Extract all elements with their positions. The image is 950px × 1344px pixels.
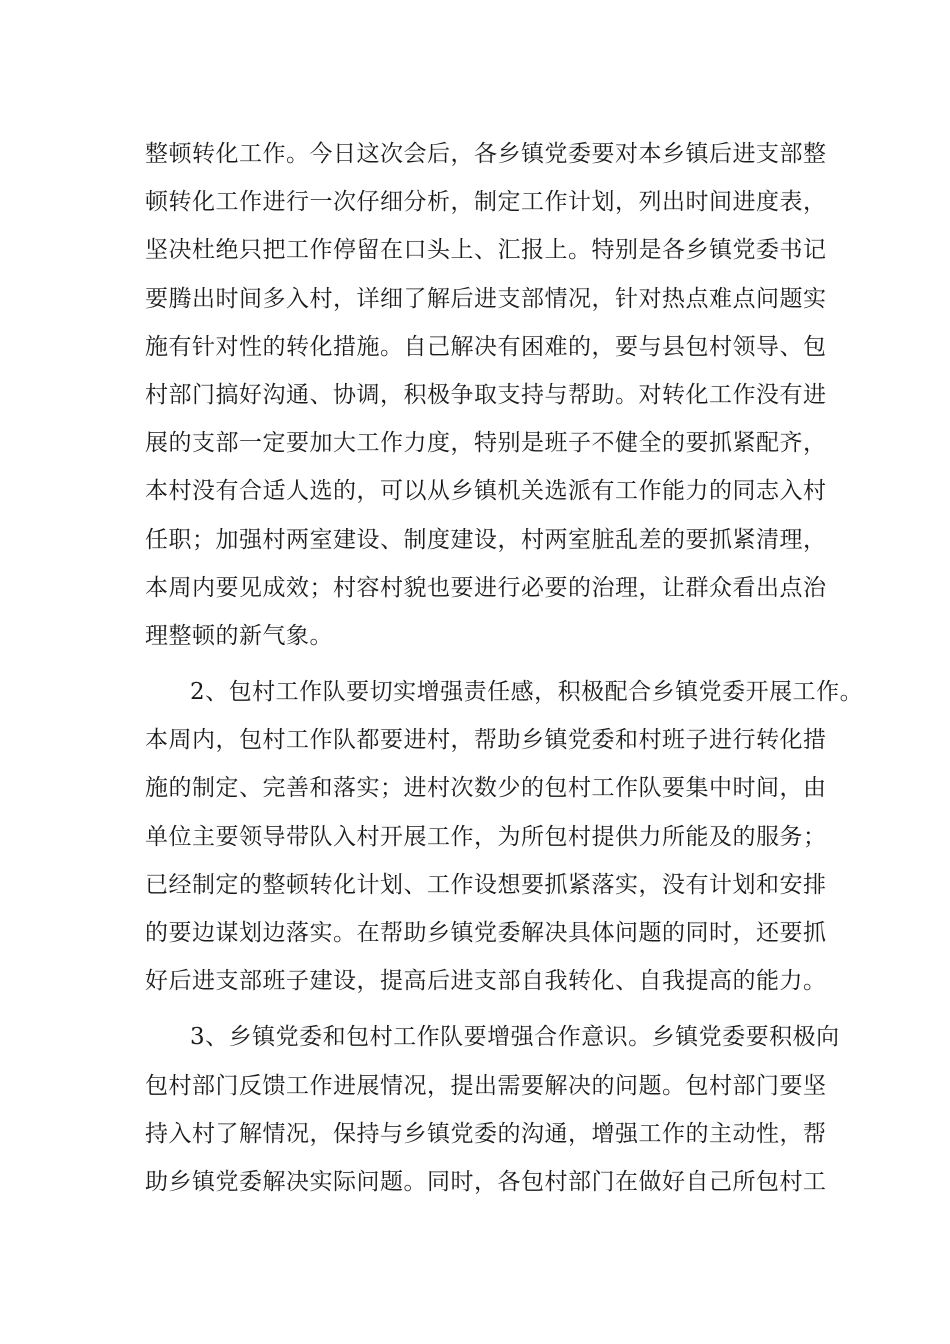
paragraph-spacer [145, 660, 813, 668]
document-body [145, 130, 864, 1206]
text-line: 本周内要见成效；村容村貌也要进行必要的治理，让群众看出点治 [145, 574, 827, 601]
text-line: 理整顿的新气象。 [145, 622, 333, 649]
text-line: 展的支部一定要加大工作力度，特别是班子不健全的要抓紧配齐， [145, 430, 827, 457]
text-line: 顿转化工作进行一次仔细分析，制定工作计划，列出时间进度表， [145, 189, 827, 216]
text-line: 持入村了解情况，保持与乡镇党委的沟通，增强工作的主动性，帮 [145, 1120, 827, 1147]
text-line: 任职；加强村两室建设、制度建设，村两室脏乱差的要抓紧清理， [145, 526, 827, 553]
text-line: 助乡镇党委解决实际问题。同时，各包村部门在做好自己所包村工 [145, 1168, 827, 1195]
paragraph-1 [145, 130, 827, 660]
paragraph-2 [145, 668, 864, 1005]
text-line: 包村部门反馈工作进展情况，提出需要解决的问题。包村部门要坚 [145, 1072, 827, 1099]
text-line: 坚决杜绝只把工作停留在口头上、汇报上。特别是各乡镇党委书记 [145, 237, 827, 264]
text-line: 整顿转化工作。今日这次会后，各乡镇党委要对本乡镇后进支部整 [145, 141, 827, 167]
text-line: 好后进支部班子建设，提高后进支部自我转化、自我提高的能力。 [145, 968, 827, 995]
paragraph-3 [145, 1013, 840, 1206]
text-line: 3、乡镇党委和包村工作队要增强合作意识。乡镇党委要积极向 [190, 1024, 840, 1051]
text-line: 村部门搞好沟通、协调，积极争取支持与帮助。对转化工作没有进 [145, 381, 827, 408]
text-line: 本村没有合适人选的，可以从乡镇机关选派有工作能力的同志入村 [145, 478, 827, 505]
paragraph-spacer [145, 1005, 813, 1013]
text-line: 施的制定、完善和落实；进村次数少的包村工作队要集中时间，由 [145, 775, 827, 802]
text-line: 单位主要领导带队入村开展工作，为所包村提供力所能及的服务； [145, 823, 827, 850]
text-line: 的要边谋划边落实。在帮助乡镇党委解决具体问题的同时，还要抓 [145, 920, 827, 946]
text-line: 2、包村工作队要切实增强责任感，积极配合乡镇党委开展工作。 [190, 679, 864, 706]
text-line: 已经制定的整顿转化计划、工作设想要抓紧落实，没有计划和安排 [145, 871, 827, 898]
text-line: 施有针对性的转化措施。自己解决有困难的，要与县包村领导、包 [145, 333, 827, 360]
text-line: 要腾出时间多入村，详细了解后进支部情况，针对热点难点问题实 [145, 285, 827, 312]
text-line: 本周内，包村工作队都要进村，帮助乡镇党委和村班子进行转化措 [145, 727, 827, 754]
